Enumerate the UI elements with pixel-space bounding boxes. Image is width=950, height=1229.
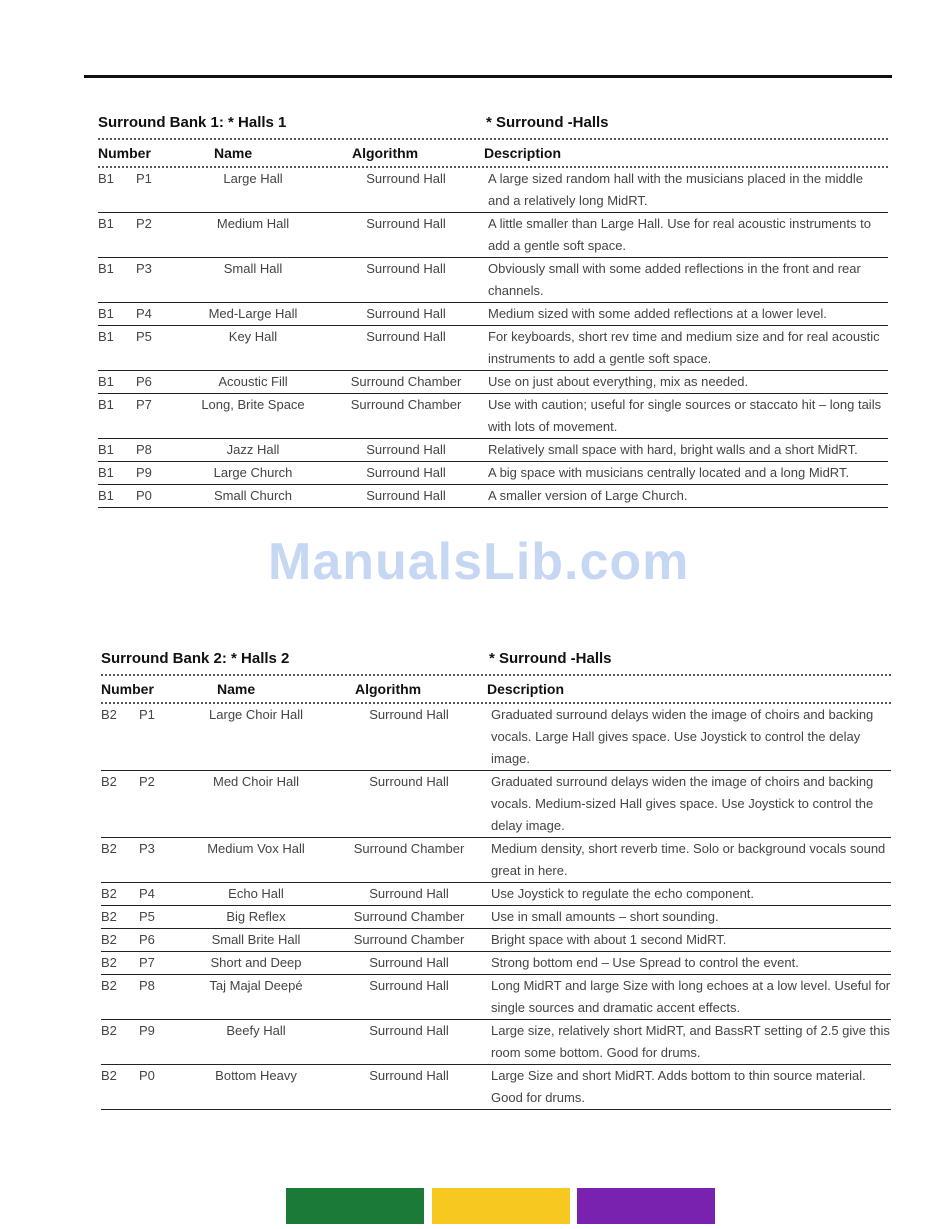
cell-name: Small Hall [180, 258, 326, 303]
cell-bank: B2 [101, 704, 139, 771]
footer-swatch-purple [577, 1188, 715, 1224]
top-rule [84, 75, 892, 78]
cell-program: P2 [139, 771, 183, 838]
header-description: Description [484, 145, 562, 161]
cell-program: P3 [136, 258, 180, 303]
cell-name: Medium Hall [180, 213, 326, 258]
cell-program: P0 [139, 1065, 183, 1110]
cell-program: P9 [136, 462, 180, 485]
cell-program: P8 [136, 439, 180, 462]
cell-algorithm: Surround Hall [326, 439, 486, 462]
cell-algorithm: Surround Chamber [329, 929, 489, 952]
cell-description: Bright space with about 1 second MidRT. [489, 929, 891, 952]
bank-subtitle: * Surround -Halls [486, 114, 609, 131]
table-row [101, 838, 891, 883]
cell-algorithm: Surround Hall [326, 168, 486, 213]
cell-description: Use on just about everything, mix as needed. [486, 371, 888, 394]
table-row [98, 213, 888, 258]
cell-name: Small Church [180, 485, 326, 508]
cell-program: P6 [139, 929, 183, 952]
cell-description: A big space with musicians centrally located and a long MidRT. [486, 462, 888, 485]
header-number: Number [98, 145, 151, 161]
cell-program: P3 [139, 838, 183, 883]
cell-name: Short and Deep [183, 952, 329, 975]
presets-table [101, 704, 891, 1110]
table-row [98, 485, 888, 508]
cell-bank: B1 [98, 303, 136, 326]
cell-algorithm: Surround Hall [326, 326, 486, 371]
cell-algorithm: Surround Chamber [326, 394, 486, 439]
cell-name: Small Brite Hall [183, 929, 329, 952]
surround-bank-1 [98, 114, 888, 508]
cell-name: Taj Majal Deepé [183, 975, 329, 1020]
table-row [101, 1020, 891, 1065]
cell-bank: B1 [98, 213, 136, 258]
cell-algorithm: Surround Hall [329, 1065, 489, 1110]
watermark: ManualsLib.com [268, 533, 690, 591]
cell-program: P5 [139, 906, 183, 929]
cell-bank: B2 [101, 929, 139, 952]
cell-bank: B1 [98, 326, 136, 371]
cell-name: Acoustic Fill [180, 371, 326, 394]
header-algorithm: Algorithm [355, 681, 422, 697]
cell-bank: B2 [101, 1065, 139, 1110]
cell-algorithm: Surround Hall [329, 952, 489, 975]
cell-program: P1 [139, 704, 183, 771]
cell-bank: B2 [101, 952, 139, 975]
table-row [101, 704, 891, 771]
cell-name: Bottom Heavy [183, 1065, 329, 1110]
cell-description: Large size, relatively short MidRT, and BassRT setting of 2.5 give this room some bottom. Good for drums. [489, 1020, 891, 1065]
table-row [101, 883, 891, 906]
footer-swatch-green [286, 1188, 424, 1224]
cell-bank: B2 [101, 1020, 139, 1065]
header-description: Description [487, 681, 565, 697]
cell-description: Use Joystick to regulate the echo component. [489, 883, 891, 906]
cell-description: A large sized random hall with the musicians placed in the middle and a relatively long MidRT. [486, 168, 888, 213]
cell-description: Graduated surround delays widen the image of choirs and backing vocals. Medium-sized Hall gives space. Use Joystick to control the delay image. [489, 771, 891, 838]
cell-description: Use with caution; useful for single sources or staccato hit – long tails with lots of movement. [486, 394, 888, 439]
cell-program: P8 [139, 975, 183, 1020]
cell-name: Med Choir Hall [183, 771, 329, 838]
cell-bank: B1 [98, 439, 136, 462]
cell-name: Long, Brite Space [180, 394, 326, 439]
table-row [101, 906, 891, 929]
bank-subtitle: * Surround -Halls [489, 650, 612, 667]
header-name: Name [214, 145, 253, 161]
bank-title-row [98, 114, 888, 138]
table-row [98, 326, 888, 371]
cell-bank: B2 [101, 838, 139, 883]
cell-algorithm: Surround Hall [329, 771, 489, 838]
cell-name: Key Hall [180, 326, 326, 371]
cell-name: Large Church [180, 462, 326, 485]
column-headers [98, 140, 888, 166]
cell-bank: B2 [101, 906, 139, 929]
cell-description: Use in small amounts – short sounding. [489, 906, 891, 929]
table-row [101, 952, 891, 975]
table-row [101, 1065, 891, 1110]
table-row [98, 462, 888, 485]
header-name: Name [217, 681, 256, 697]
column-headers [101, 676, 891, 702]
cell-description: Medium sized with some added reflections at a lower level. [486, 303, 888, 326]
cell-description: Medium density, short reverb time. Solo or background vocals sound great in here. [489, 838, 891, 883]
table-row [98, 439, 888, 462]
cell-description: Strong bottom end – Use Spread to control the event. [489, 952, 891, 975]
table-row [101, 771, 891, 838]
table-row [98, 303, 888, 326]
cell-program: P7 [136, 394, 180, 439]
table-row [98, 168, 888, 213]
header-algorithm: Algorithm [352, 145, 419, 161]
cell-program: P5 [136, 326, 180, 371]
cell-description: A smaller version of Large Church. [486, 485, 888, 508]
cell-program: P2 [136, 213, 180, 258]
cell-program: P1 [136, 168, 180, 213]
cell-name: Medium Vox Hall [183, 838, 329, 883]
cell-algorithm: Surround Hall [329, 1020, 489, 1065]
cell-program: P6 [136, 371, 180, 394]
cell-algorithm: Surround Chamber [329, 906, 489, 929]
cell-algorithm: Surround Hall [329, 883, 489, 906]
cell-program: P4 [139, 883, 183, 906]
cell-description: A little smaller than Large Hall. Use for real acoustic instruments to add a gentle soft space. [486, 213, 888, 258]
cell-description: Large Size and short MidRT. Adds bottom to thin source material. Good for drums. [489, 1065, 891, 1110]
cell-description: For keyboards, short rev time and medium size and for real acoustic instruments to add a gentle soft space. [486, 326, 888, 371]
table-row [101, 975, 891, 1020]
cell-description: Obviously small with some added reflections in the front and rear channels. [486, 258, 888, 303]
cell-algorithm: Surround Hall [326, 303, 486, 326]
cell-bank: B2 [101, 883, 139, 906]
cell-algorithm: Surround Hall [326, 258, 486, 303]
cell-name: Echo Hall [183, 883, 329, 906]
cell-description: Long MidRT and large Size with long echoes at a low level. Useful for single sources and dramatic accent effects. [489, 975, 891, 1020]
cell-algorithm: Surround Hall [326, 462, 486, 485]
cell-program: P9 [139, 1020, 183, 1065]
cell-bank: B1 [98, 462, 136, 485]
cell-algorithm: Surround Hall [329, 704, 489, 771]
cell-program: P7 [139, 952, 183, 975]
cell-name: Beefy Hall [183, 1020, 329, 1065]
cell-name: Large Choir Hall [183, 704, 329, 771]
table-row [98, 371, 888, 394]
cell-name: Large Hall [180, 168, 326, 213]
cell-bank: B2 [101, 771, 139, 838]
cell-algorithm: Surround Chamber [329, 838, 489, 883]
bank-title: Surround Bank 1: * Halls 1 [98, 114, 287, 131]
cell-name: Jazz Hall [180, 439, 326, 462]
header-number: Number [101, 681, 154, 697]
cell-algorithm: Surround Chamber [326, 371, 486, 394]
bank-title: Surround Bank 2: * Halls 2 [101, 650, 290, 667]
bank-title-row [101, 650, 891, 674]
cell-bank: B1 [98, 168, 136, 213]
cell-description: Relatively small space with hard, bright walls and a short MidRT. [486, 439, 888, 462]
presets-table [98, 168, 888, 508]
cell-bank: B1 [98, 371, 136, 394]
cell-bank: B1 [98, 485, 136, 508]
cell-bank: B1 [98, 258, 136, 303]
table-row [101, 929, 891, 952]
footer-swatch-yellow [432, 1188, 570, 1224]
cell-bank: B1 [98, 394, 136, 439]
cell-algorithm: Surround Hall [326, 213, 486, 258]
table-row [98, 394, 888, 439]
cell-description: Graduated surround delays widen the image of choirs and backing vocals. Large Hall gives space. Use Joystick to control the delay image. [489, 704, 891, 771]
cell-name: Med-Large Hall [180, 303, 326, 326]
cell-program: P0 [136, 485, 180, 508]
cell-algorithm: Surround Hall [329, 975, 489, 1020]
table-row [98, 258, 888, 303]
cell-program: P4 [136, 303, 180, 326]
cell-bank: B2 [101, 975, 139, 1020]
surround-bank-2 [101, 650, 891, 1110]
cell-algorithm: Surround Hall [326, 485, 486, 508]
cell-name: Big Reflex [183, 906, 329, 929]
